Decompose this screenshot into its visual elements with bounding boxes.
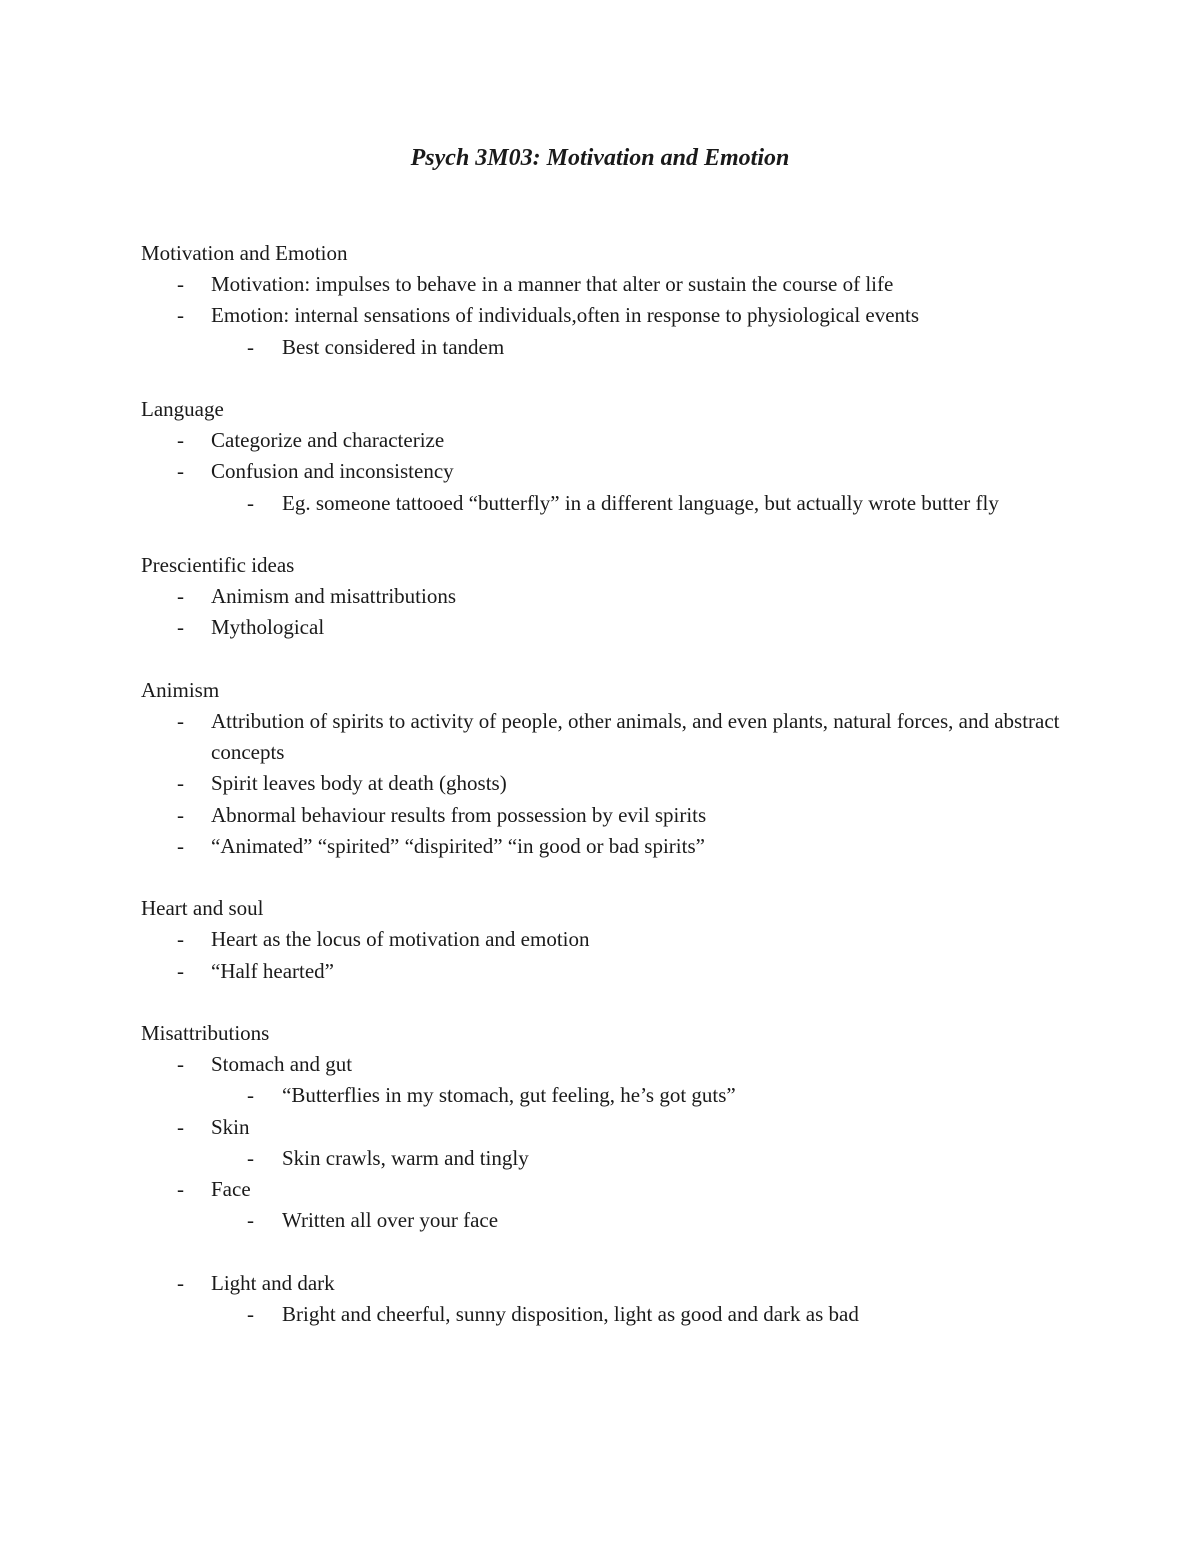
list-item-text: Eg. someone tattooed “butterfly” in a different language, but actually wrote butter fly (282, 490, 999, 515)
list-item (141, 1049, 1081, 1080)
list-item (141, 956, 1081, 987)
dash-bullet: - (177, 303, 184, 328)
note-section (141, 394, 1081, 519)
list-item (141, 800, 1081, 831)
list-item-text: Categorize and characterize (211, 428, 445, 453)
dash-bullet: - (177, 272, 184, 297)
list-item-text: Motivation: impulses to behave in a manner that alter or sustain the course of life (211, 272, 894, 297)
list-item-text: Skin crawls, warm and tingly (282, 1145, 529, 1170)
list-item (141, 1112, 1081, 1143)
dash-bullet: - (177, 927, 184, 952)
sub-list-item (141, 1143, 1081, 1174)
dash-bullet: - (177, 428, 184, 453)
section-heading: Heart and soul (141, 896, 264, 921)
list-item (141, 425, 1081, 456)
list-item-text: Best considered in tandem (282, 334, 505, 359)
note-section (141, 550, 1081, 644)
list-item-text: Mythological (211, 615, 325, 640)
document-title: Psych 3M03: Motivation and Emotion (410, 145, 790, 171)
list-item-text: Heart as the locus of motivation and emotion (211, 927, 590, 952)
note-section (141, 238, 1081, 363)
list-item-text: Face (211, 1177, 251, 1202)
list-item-text: Attribution of spirits to activity of people, other animals, and even plants, natural forces, and abstract concepts (211, 709, 1060, 765)
list-item-text: Bright and cheerful, sunny disposition, light as good and dark as bad (282, 1301, 859, 1326)
note-section (141, 1018, 1081, 1330)
list-item (141, 300, 1081, 331)
list-item-text: “Butterflies in my stomach, gut feeling, he’s got guts” (282, 1083, 736, 1108)
dash-bullet: - (247, 1301, 254, 1326)
dash-bullet: - (177, 615, 184, 640)
sub-list-item (141, 488, 1081, 519)
section-heading: Animism (141, 677, 220, 702)
list-item-text: Light and dark (211, 1270, 335, 1295)
note-section (141, 675, 1081, 862)
list-item-text: “Half hearted” (211, 958, 334, 983)
section-heading: Motivation and Emotion (141, 241, 348, 265)
list-item-text: Confusion and inconsistency (211, 459, 454, 484)
document-body (141, 238, 1081, 1361)
list-item-text: “Animated” “spirited” “dispirited” “in good or bad spirits” (211, 833, 705, 858)
sub-list-item (141, 1299, 1081, 1330)
note-section (141, 893, 1081, 987)
section-heading: Prescientific ideas (141, 553, 295, 577)
sub-list-item (141, 332, 1081, 363)
list-item (141, 768, 1081, 799)
dash-bullet: - (177, 709, 184, 733)
list-item (141, 1268, 1081, 1299)
dash-bullet: - (177, 1270, 184, 1295)
dash-bullet: - (177, 1114, 184, 1139)
dash-bullet: - (247, 1208, 254, 1233)
sub-list-item (141, 1080, 1081, 1111)
list-item (141, 831, 1081, 862)
dash-bullet: - (177, 584, 184, 609)
section-heading: Language (141, 397, 224, 421)
dash-bullet: - (177, 1177, 184, 1202)
dash-bullet: - (177, 1052, 184, 1077)
dash-bullet: - (177, 802, 184, 827)
blank-line (141, 1236, 1081, 1267)
list-item (141, 924, 1081, 955)
dash-bullet: - (247, 1145, 254, 1170)
dash-bullet: - (247, 490, 254, 515)
list-item (141, 456, 1081, 487)
dash-bullet: - (177, 771, 184, 796)
list-item (141, 581, 1081, 612)
list-item-text: Animism and misattributions (211, 584, 456, 609)
list-item (141, 706, 1081, 768)
list-item (141, 1174, 1081, 1205)
dash-bullet: - (177, 833, 184, 858)
list-item-text: Written all over your face (282, 1208, 499, 1233)
list-item (141, 269, 1081, 300)
list-item-text: Skin (211, 1114, 250, 1139)
list-item-text: Emotion: internal sensations of individuals,often in response to physiological events (211, 303, 920, 328)
dash-bullet: - (177, 459, 184, 484)
dash-bullet: - (177, 958, 184, 983)
dash-bullet: - (247, 334, 254, 359)
list-item-text: Spirit leaves body at death (ghosts) (211, 771, 507, 796)
sub-list-item (141, 1205, 1081, 1236)
list-item (141, 612, 1081, 643)
list-item-text: Stomach and gut (211, 1052, 353, 1077)
list-item-text: Abnormal behaviour results from possession by evil spirits (211, 802, 707, 827)
dash-bullet: - (247, 1083, 254, 1108)
section-heading: Misattributions (141, 1021, 270, 1045)
